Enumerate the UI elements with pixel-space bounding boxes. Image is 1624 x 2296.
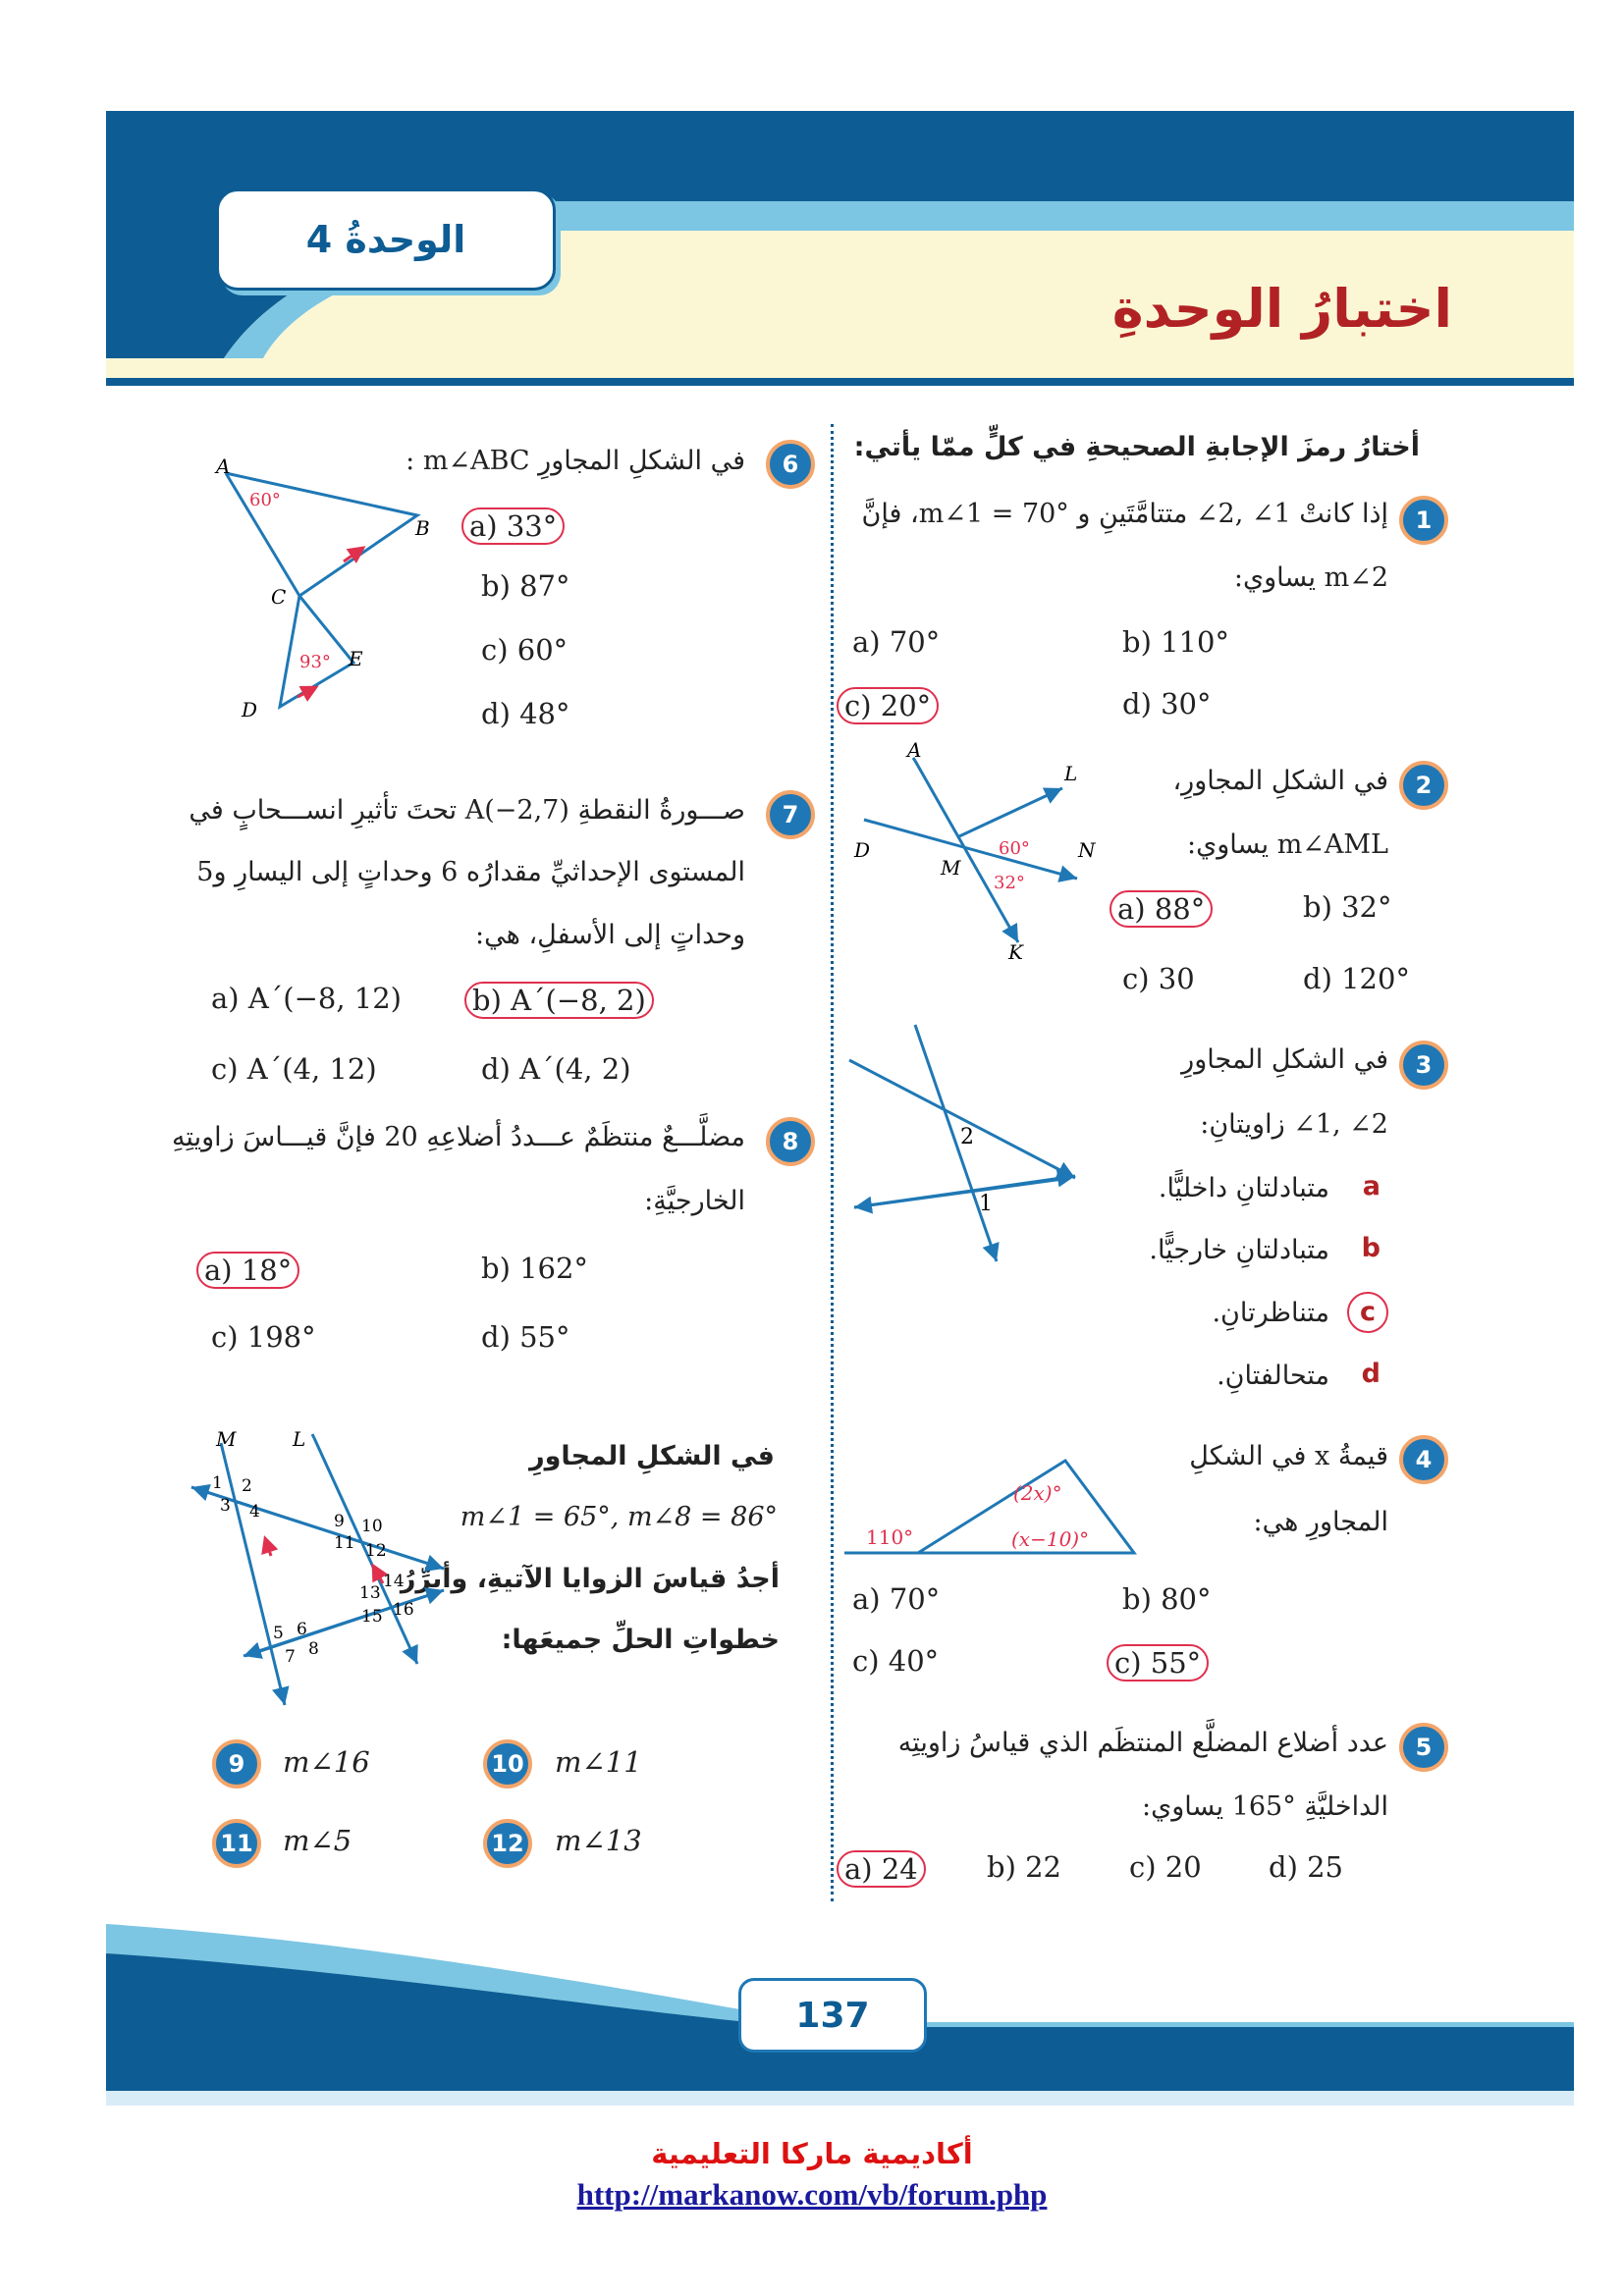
q5-text-line2: الداخليَّةِ ‎165°‎ يساوي: bbox=[1142, 1791, 1388, 1822]
fig-angle-60: 60° bbox=[249, 490, 281, 510]
q3-option-a-text[interactable]: متبادلتانِ داخليًّا. bbox=[1158, 1173, 1329, 1203]
question-number-3: 3 bbox=[1399, 1041, 1448, 1090]
fig-angle-93: 93° bbox=[299, 652, 331, 672]
q9-expression: m∠16 bbox=[283, 1745, 370, 1779]
q2-option-d[interactable]: d) 120° bbox=[1303, 962, 1410, 995]
fig-num: 3 bbox=[220, 1496, 231, 1516]
group-given-angles: m∠1 = 65°, m∠8 = 86° bbox=[460, 1502, 778, 1532]
q4-option-d[interactable] bbox=[1107, 1644, 1209, 1682]
answer-circle: a) 88° bbox=[1110, 890, 1213, 928]
q1-option-c[interactable] bbox=[837, 687, 939, 724]
q7-option-a[interactable]: a) A´(−8, 12) bbox=[211, 982, 402, 1015]
fig-num: 16 bbox=[393, 1600, 414, 1620]
question-number-11: 11 bbox=[212, 1819, 261, 1868]
fig-label-c: C bbox=[271, 585, 287, 609]
answer-circle: b) A´(−8, 2) bbox=[464, 982, 654, 1019]
fig-label-b: B bbox=[415, 516, 430, 540]
fig-label-d: D bbox=[242, 698, 258, 721]
q4-option-b[interactable]: b) 80° bbox=[1122, 1582, 1212, 1616]
answer-circle: c) 20° bbox=[837, 687, 939, 724]
q4-option-a[interactable]: a) 70° bbox=[852, 1582, 941, 1616]
q4-figure bbox=[844, 1453, 1159, 1561]
question-number-5: 5 bbox=[1399, 1723, 1448, 1772]
q3-option-d-text[interactable]: متحالفتانِ. bbox=[1217, 1361, 1329, 1391]
fig-label-a: A bbox=[907, 741, 922, 762]
fig-angle-32: 32° bbox=[994, 873, 1025, 893]
q7-option-c[interactable]: c) A´(4, 12) bbox=[211, 1052, 377, 1086]
question-number-6: 6 bbox=[766, 440, 815, 489]
q5-option-c[interactable]: c) 20 bbox=[1129, 1850, 1202, 1884]
q4-option-c[interactable]: c) 40° bbox=[852, 1644, 940, 1678]
q6-option-a[interactable] bbox=[461, 507, 565, 545]
q6-figure bbox=[206, 452, 442, 726]
fig-num: 14 bbox=[383, 1572, 405, 1591]
q5-option-b[interactable]: b) 22 bbox=[987, 1850, 1061, 1884]
fig-num: 4 bbox=[249, 1502, 260, 1522]
fig-num: 13 bbox=[359, 1583, 381, 1603]
fig-label-l: L bbox=[293, 1428, 306, 1451]
group-text-line4: خطواتِ الحلِّ جميعَها: bbox=[501, 1625, 780, 1655]
question-number-12: 12 bbox=[483, 1819, 532, 1868]
fig-label-l: L bbox=[1064, 762, 1078, 785]
fig-num: 12 bbox=[365, 1541, 387, 1561]
answer-circle: a) 33° bbox=[461, 507, 565, 545]
q6-option-b[interactable]: b) 87° bbox=[481, 569, 570, 603]
group-figure bbox=[187, 1428, 452, 1713]
q2-text-line1: في الشكلِ المجاورِ، bbox=[1172, 766, 1388, 796]
q3-option-c-text[interactable]: متناظرتانِ. bbox=[1212, 1298, 1329, 1328]
q3-option-c-letter: c bbox=[1347, 1292, 1388, 1333]
fig-label-m: M bbox=[941, 856, 961, 880]
fig-num: 5 bbox=[273, 1624, 284, 1643]
fig-num: 8 bbox=[308, 1639, 319, 1659]
fig-label-e: E bbox=[349, 647, 363, 670]
q8-option-c[interactable]: c) 198° bbox=[211, 1320, 316, 1354]
q3-text-line2: ‎∠1, ∠2‎ زاويتانِ: bbox=[1200, 1109, 1388, 1140]
fig-num: 15 bbox=[361, 1607, 383, 1627]
q2-option-a[interactable] bbox=[1110, 890, 1213, 928]
q12-expression: m∠13 bbox=[555, 1824, 642, 1857]
fig-label-n: N bbox=[1078, 838, 1096, 862]
fig-label-d: D bbox=[854, 838, 871, 862]
column-divider bbox=[831, 424, 834, 1901]
q3-option-b-letter: b bbox=[1361, 1233, 1380, 1263]
fig-num: 10 bbox=[361, 1517, 383, 1536]
q3-option-a-letter: a bbox=[1362, 1171, 1380, 1201]
fig-label-a: A bbox=[216, 454, 231, 478]
q1-option-a[interactable]: a) 70° bbox=[852, 625, 941, 659]
q2-option-c[interactable]: c) 30 bbox=[1122, 962, 1195, 995]
q2-option-b[interactable]: b) 32° bbox=[1303, 890, 1392, 924]
fig-label-1: 1 bbox=[979, 1192, 993, 1216]
q7-text-line3: وحداتٍ إلى الأسفلِ، هي: bbox=[475, 920, 745, 950]
q8-text-line2: الخارجيَّةِ: bbox=[644, 1186, 745, 1216]
group-text-line3: أجدُ قياسَ الزوايا الآتيةِ، وأبرِّرُ bbox=[400, 1564, 780, 1594]
question-number-4: 4 bbox=[1399, 1435, 1448, 1484]
q7-text-line2: المستوى الإحداثيِّ مقدارُه 6 وحداتٍ إلى اليسارِ و5 bbox=[196, 857, 745, 887]
fig-num: 1 bbox=[212, 1473, 223, 1493]
q4-text-line1: قيمةُ ‎x‎ في الشكلِ bbox=[1189, 1441, 1388, 1471]
q8-option-a[interactable] bbox=[196, 1252, 299, 1289]
q1-option-d[interactable]: d) 30° bbox=[1122, 687, 1212, 721]
fig-num: 9 bbox=[334, 1512, 345, 1531]
instructions: أختارُ رمزَ الإجابةِ الصحيحةِ في كلٍّ ممّا يأتي: bbox=[853, 432, 1420, 462]
fig-top-angle: (2x)° bbox=[1013, 1481, 1062, 1505]
q7-text-line1: صـــورةُ النقطةِ ‎A(−2,7)‎ تحتَ تأثيرِ انســـحابٍ في bbox=[189, 795, 745, 826]
q6-text-line1: في الشكلِ المجاورِ ‎m∠ABC‎ : bbox=[406, 446, 745, 476]
q2-text-line2: ‎m∠AML‎ يساوي: bbox=[1187, 829, 1388, 860]
q8-option-b[interactable]: b) 162° bbox=[481, 1252, 588, 1285]
q1-option-b[interactable]: b) 110° bbox=[1122, 625, 1229, 659]
q7-option-d[interactable]: d) A´(4, 2) bbox=[481, 1052, 631, 1086]
q3-option-d-letter: d bbox=[1361, 1359, 1380, 1389]
answer-circle: c) 55° bbox=[1107, 1644, 1209, 1682]
q3-text-line1: في الشكلِ المجاورِ bbox=[1181, 1044, 1388, 1075]
header-bottom-rule bbox=[106, 378, 1574, 386]
q5-option-d[interactable]: d) 25 bbox=[1269, 1850, 1343, 1884]
question-number-8: 8 bbox=[766, 1117, 815, 1166]
question-number-9: 9 bbox=[212, 1739, 261, 1789]
q11-expression: m∠5 bbox=[283, 1824, 352, 1857]
unit-label: الوحدةُ 4 bbox=[216, 188, 556, 291]
footer-link[interactable]: http://markanow.com/vb/forum.php bbox=[576, 2177, 1048, 2212]
q6-option-d[interactable]: d) 48° bbox=[481, 697, 570, 730]
group-text-line1: في الشكلِ المجاورِ bbox=[529, 1441, 775, 1471]
question-number-2: 2 bbox=[1399, 761, 1448, 810]
fig-label-2: 2 bbox=[960, 1125, 974, 1149]
fig-num: 11 bbox=[334, 1533, 355, 1553]
q1-text-line2: ‎m∠2‎ يساوي: bbox=[1233, 562, 1388, 593]
fig-num: 7 bbox=[285, 1647, 296, 1667]
q7-option-b[interactable] bbox=[464, 982, 654, 1019]
header-accent-band bbox=[442, 201, 1574, 231]
q3-option-b-text[interactable]: متبادلتانِ خارجيًّا. bbox=[1149, 1235, 1329, 1265]
fig-num: 2 bbox=[242, 1476, 252, 1496]
fig-label-m: M bbox=[216, 1428, 237, 1451]
q1-text-line1: إذا كانتْ ‎∠2, ∠1‎ متتامَّتَينِ و ‎m∠1 = 70°‎، فإنَّ bbox=[861, 499, 1388, 529]
question-number-1: 1 bbox=[1399, 496, 1448, 545]
question-number-7: 7 bbox=[766, 790, 815, 839]
fig-num: 6 bbox=[297, 1620, 307, 1639]
fig-exterior-angle: 110° bbox=[866, 1525, 914, 1549]
footer-credit: أكاديمية ماركا التعليمية bbox=[651, 2137, 973, 2170]
q4-text-line2: المجاورِ هي: bbox=[1253, 1507, 1388, 1537]
q3-figure bbox=[844, 1021, 1090, 1266]
answer-circle: a) 18° bbox=[196, 1252, 299, 1289]
answer-circle: a) 24 bbox=[837, 1850, 926, 1888]
fig-angle-60: 60° bbox=[999, 838, 1030, 859]
q8-option-d[interactable]: d) 55° bbox=[481, 1320, 570, 1354]
page-number: 137 bbox=[738, 1978, 927, 2053]
question-number-10: 10 bbox=[483, 1739, 532, 1789]
q5-option-a[interactable] bbox=[837, 1850, 926, 1888]
q6-option-c[interactable]: c) 60° bbox=[481, 633, 568, 667]
fig-right-angle: (x−10)° bbox=[1011, 1527, 1090, 1551]
q2-figure bbox=[846, 741, 1111, 962]
page-title: اختبارُ الوحدةِ bbox=[1111, 278, 1452, 340]
q10-expression: m∠11 bbox=[555, 1745, 642, 1779]
fig-label-k: K bbox=[1008, 940, 1023, 962]
q5-text-line1: عدد أضلاع المضلَّع المنتظَم الذي قياسُ زاويتِه bbox=[897, 1728, 1388, 1758]
q8-text-line1: مضلَّـــعٌ منتظَمٌ عـــددُ أضلاعِهِ 20 فإنَّ قيـــاسَ زاويتِهِ bbox=[171, 1122, 745, 1152]
